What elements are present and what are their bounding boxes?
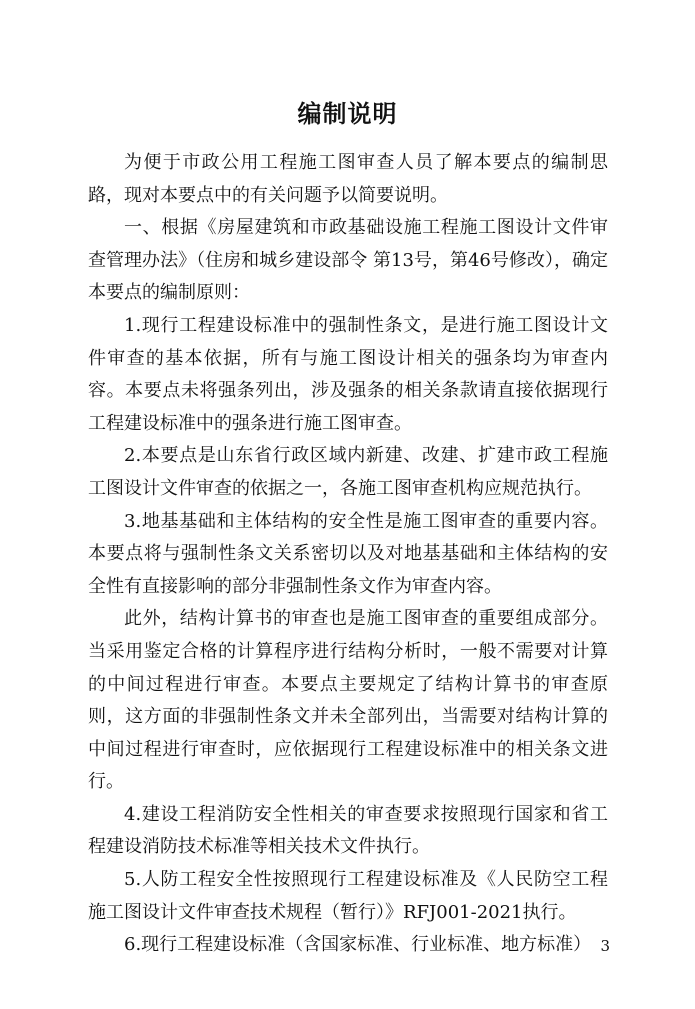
paragraph-principles: 一、根据《房屋建筑和市政基础设施工程施工图设计文件审查管理办法》（住房和城乡建设部令 第13号，第46号修改），确定本要点的编制原则： bbox=[88, 217, 608, 304]
paragraph-item-6: 6.现行工程建设标准（含国家标准、行业标准、地方标准） bbox=[124, 934, 592, 956]
paragraph-item-2: 2.本要点是山东省行政区域内新建、改建、扩建市政工程施工图设计文件审查的依据之一，各施工图审查机构应规范执行。 bbox=[88, 445, 608, 499]
paragraph-item-3: 3.地基基础和主体结构的安全性是施工图审查的重要内容。本要点将与强制性条文关系密切以及对地基基础和主体结构的安全性有直接影响的部分非强制性条文作为审查内容。 bbox=[88, 510, 608, 597]
paragraph-item-4: 4.建设工程消防安全性相关的审查要求按照现行国家和省工程建设消防技术标准等相关技术文件执行。 bbox=[88, 803, 608, 858]
paragraph-item-1: 1.现行工程建设标准中的强制性条文，是进行施工图设计文件审查的基本依据，所有与施工图设计相关的强条均为审查内容。本要点未将强条列出，涉及强条的相关条款请直接依据现行工程建设标准中的强条进行施工图审查。 bbox=[88, 314, 608, 434]
page-number: 3 bbox=[600, 937, 610, 955]
paragraph-intro: 为便于市政公用工程施工图审查人员了解本要点的编制思路，现对本要点中的有关问题予以简要说明。 bbox=[88, 152, 608, 206]
paragraph-calculation: 此外，结构计算书的审查也是施工图审查的重要组成部分。当采用鉴定合格的计算程序进行结构分析时，一般不需要对计算的中间过程进行审查。本要点主要规定了结构计算书的审查原则，这方面的非强制性条文并未全部列出，当需要对结构计算的中间过程进行审查时，应依据现行工程建设标准中的相关条文进行。 bbox=[88, 608, 608, 793]
paragraph-item-5: 5.人防工程安全性按照现行工程建设标准及《人民防空工程施工图设计文件审查技术规程（暂行）》RFJ001-2021执行。 bbox=[88, 869, 608, 923]
page-title: 编制说明 bbox=[297, 100, 398, 128]
body-text bbox=[88, 147, 608, 962]
